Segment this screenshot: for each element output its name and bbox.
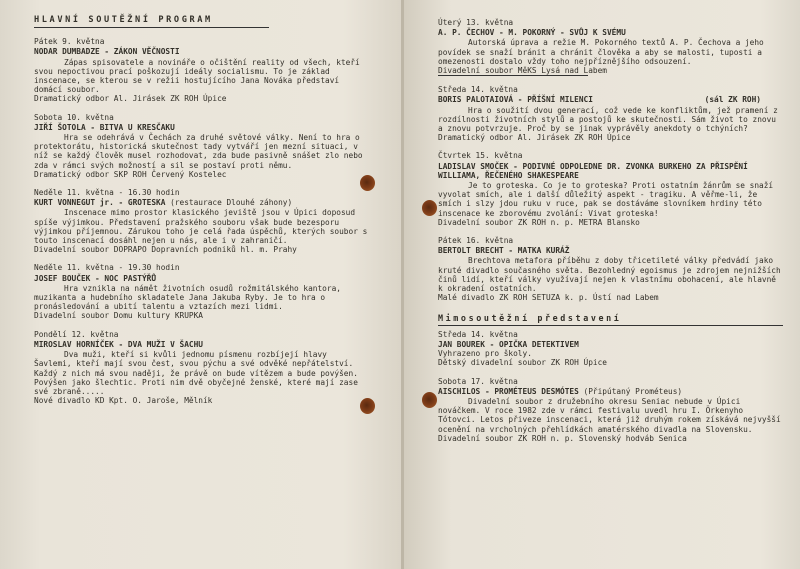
punch-hole xyxy=(422,200,437,216)
main-program-heading: HLAVNÍ SOUTĚŽNÍ PROGRAM xyxy=(34,16,269,28)
entry-description: Je to groteska. Co je to groteska? Proti ostatním žánrům se snaží vyvolat smích, ale i další důležitý aspekt - tragiku. A věřme-li, že smích i slzy jdou ruku v ruce, pak se dostáváme slovníkem hrdiny této inscenace ke zborovému zvolání: Vivat groteska! xyxy=(438,181,774,218)
entry-date: Neděle 11. května - 16.30 hodin xyxy=(34,188,180,198)
entry-title: NODAR DUMBADZE - ZÁKON VĚČNOSTI xyxy=(34,47,180,57)
entry-title: LADISLAV SMOČEK - PODIVNÉ ODPOLEDNE DR. ZVONKA BURKEHO ZA PŘISPĚNÍ WILLIAMA, ŘEČENÉHO SHAKESPEARE xyxy=(438,161,748,180)
entry-description: Dva muži, kteří si kvůli jednomu písmenu rozbíjejí hlavy Šavlemi, kteří mají svou čest, svou pýchu a své odvěké nepřátelství. Každý z nich má svou naději, že právě on bude vítězem a bude povýšen. Povýšen jako šlechtic. Proti nim dvě obyčejné ženské, které mají zase své zbraně..... xyxy=(34,350,358,396)
entry-date: Neděle 11. května - 19.30 hodin xyxy=(34,263,180,273)
program-entry-8 xyxy=(438,151,783,227)
entry-date: Středa 14. května xyxy=(438,329,518,339)
entry-title: BERTOLT BRECHT - MATKA KURÁŽ xyxy=(438,246,570,256)
punch-hole xyxy=(422,392,437,408)
non-competition-heading: Mimosoutěžní představení xyxy=(438,314,783,325)
entry-troupe: Dětský divadelní soubor ZK ROH Úpice xyxy=(438,358,607,368)
entry-description: Hra o soužití dvou generací, což vede ke konfliktům, jež pramení z rozdílnosti životních stylů a postojů ke skutečnosti. Sám život to znovu a znovu potvrzuje. Proč by se jinak vyprávěly anekdoty o tchýních? xyxy=(438,105,778,134)
entry-description: Hra vznikla na námět životních osudů rožmitálského kantora, muzikanta a hudebního skladatele Jana Jakuba Ryby. Je to hra o pronásledování a ubití talentu a vztazích mezi lidmi. xyxy=(34,283,341,312)
entry-troupe: Divadelní soubor DOPRAPO Dopravních podniků hl. m. Prahy xyxy=(34,245,297,255)
punch-hole xyxy=(360,398,375,414)
entry-date: Pátek 16. května xyxy=(438,236,514,246)
entry-title-line xyxy=(438,387,783,396)
program-entry-6 xyxy=(438,18,783,76)
entry-troupe: Divadelní soubor Domu kultury KRUPKA xyxy=(34,311,203,321)
entry-troupe: Dramatický odbor SKP ROH Červený Kostelec xyxy=(34,169,227,179)
entry-venue: (sál ZK ROH) xyxy=(704,95,761,105)
entry-date: Pondělí 12. května xyxy=(34,329,119,339)
entry-description: Inscenace mimo prostor klasického jeviště jsou v Úpici doposud spíše výjimkou. Představení pražského souboru však bude bezesporu výjimkou příjemnou. Zárukou toho je celá řada úspěchů, kterých soubor s touto inscenací dosáhl nejen u nás, ale i v zahraničí. xyxy=(34,208,368,246)
program-entry-1 xyxy=(34,37,368,103)
entry-venue: (restaurace Dlouhé záhony) xyxy=(170,198,293,208)
punch-hole xyxy=(360,175,375,191)
program-entry-3 xyxy=(34,188,368,254)
entry-troupe: Divadelní soubor ZK ROH n. p. METRA Blansko xyxy=(438,217,640,227)
entry-title: A. P. ČECHOV - M. POKORNÝ - SVŮJ K SVÉMU xyxy=(438,28,626,38)
entry-troupe: Divadelní soubor MěKS Lysá nad Labem xyxy=(438,66,607,76)
program-entry-9 xyxy=(438,236,783,302)
entry-title-line xyxy=(438,95,783,104)
entry-date: Pátek 9. května xyxy=(34,37,105,47)
entry-date: Čtvrtek 15. května xyxy=(438,151,523,161)
entry-title: JOSEF BOUČEK - NOC PASTÝŘŮ xyxy=(34,273,157,283)
entry-date: Sobota 10. května xyxy=(34,112,114,122)
entry-title: JIŘÍ ŠOTOLA - BITVA U KRESČAKU xyxy=(34,122,175,132)
entry-description: Autorská úprava a režie M. Pokorného textů A. P. Čechova a jeho povídek se snaží bránit a chránit člověka a aby se malosti, tuposti a omezenosti dostalo vždy toho nejpříznějšího odsouzení. xyxy=(438,38,764,66)
entry-troupe: Nové divadlo KD Kpt. O. Jaroše, Mělník xyxy=(34,396,213,406)
entry-subtitle: (Připútaný Prométeus) xyxy=(583,386,683,396)
entry-description: Vyhrazeno pro školy. xyxy=(438,349,532,359)
entry-date: Středa 14. května xyxy=(438,85,518,95)
program-entry-7 xyxy=(438,85,783,142)
entry-date: Úterý 13. května xyxy=(438,18,514,27)
entry-description: Divadelní soubor z družebního okresu Seniac nebude v Úpici nováčkem. V roce 1982 zde v rámci festivalu uvedl hru I. Örkenyho Tótovci. Letos přiveze inscenaci, která již druhým rokem získává nejvyšší ocenění na vrcholných přehlídkách amatérského divadla na Slovensku. xyxy=(438,396,781,434)
divider-rule xyxy=(438,75,588,76)
program-entry-5 xyxy=(34,330,368,406)
entry-description: Brechtova metafora příběhu z doby třicetileté války předvádí jako kruté divadlo současného světa. Bezohledný egoismus je zdrojem nejnižších činů lidí, kteří války využívají nejen k vlastnímu obohacení, ale hlavně k okradení ostatních. xyxy=(438,256,781,294)
entry-troupe: Divadelní soubor ZK ROH n. p. Slovenský hodváb Senica xyxy=(438,433,687,443)
entry-troupe: Dramatický odbor Al. Jirásek ZK ROH Úpice xyxy=(34,94,227,104)
entry-title: MIROSLAV HORNÍČEK - DVA MUŽI V ŠACHU xyxy=(34,339,203,349)
entry-troupe: Dramatický odbor Al. Jirásek ZK ROH Úpice xyxy=(438,133,631,143)
entry-title: BORIS PALOTAIOVÁ - PŘÍŠNÍ MILENCI xyxy=(438,95,593,105)
program-entry-4 xyxy=(34,263,368,320)
non-competition-entry-2 xyxy=(438,377,783,443)
entry-title: JAN BOUREK - OPIČKA DETEKTIVEM xyxy=(438,339,579,349)
entry-title: KURT VONNEGUT jr. - GROTESKA xyxy=(34,198,166,208)
entry-description: Hra se odehrává v Čechách za druhé světové války. Není to hra o protektorátu, historická skutečnost tady vytváří jen mezní situaci, v níž se každý člověk musel rozhodovat, zda bude pasivně snášet zlo nebo zda v rámci svých možností a sil se postaví proti němu. xyxy=(34,133,363,170)
entry-troupe: Malé divadlo ZK ROH SETUZA k. p. Ústí nad Labem xyxy=(438,293,659,303)
entry-date: Sobota 17. května xyxy=(438,376,518,386)
right-page-content xyxy=(438,0,783,443)
program-entry-2 xyxy=(34,113,368,179)
left-page-content xyxy=(34,0,368,405)
non-competition-entry-1 xyxy=(438,330,783,368)
right-page xyxy=(404,0,800,569)
entry-description: Zápas spisovatele a novináře o očištění reality od všech, kteří svou nepoctivou prací poškozují ideály socialismu. To je základ inscenace, se kterou se v režii hostujícího Jana Nováka představí domácí soubor. xyxy=(34,57,360,95)
entry-title-line xyxy=(34,198,368,207)
entry-title: AISCHILOS - PROMÉTEUS DESMÓTES xyxy=(438,386,579,396)
